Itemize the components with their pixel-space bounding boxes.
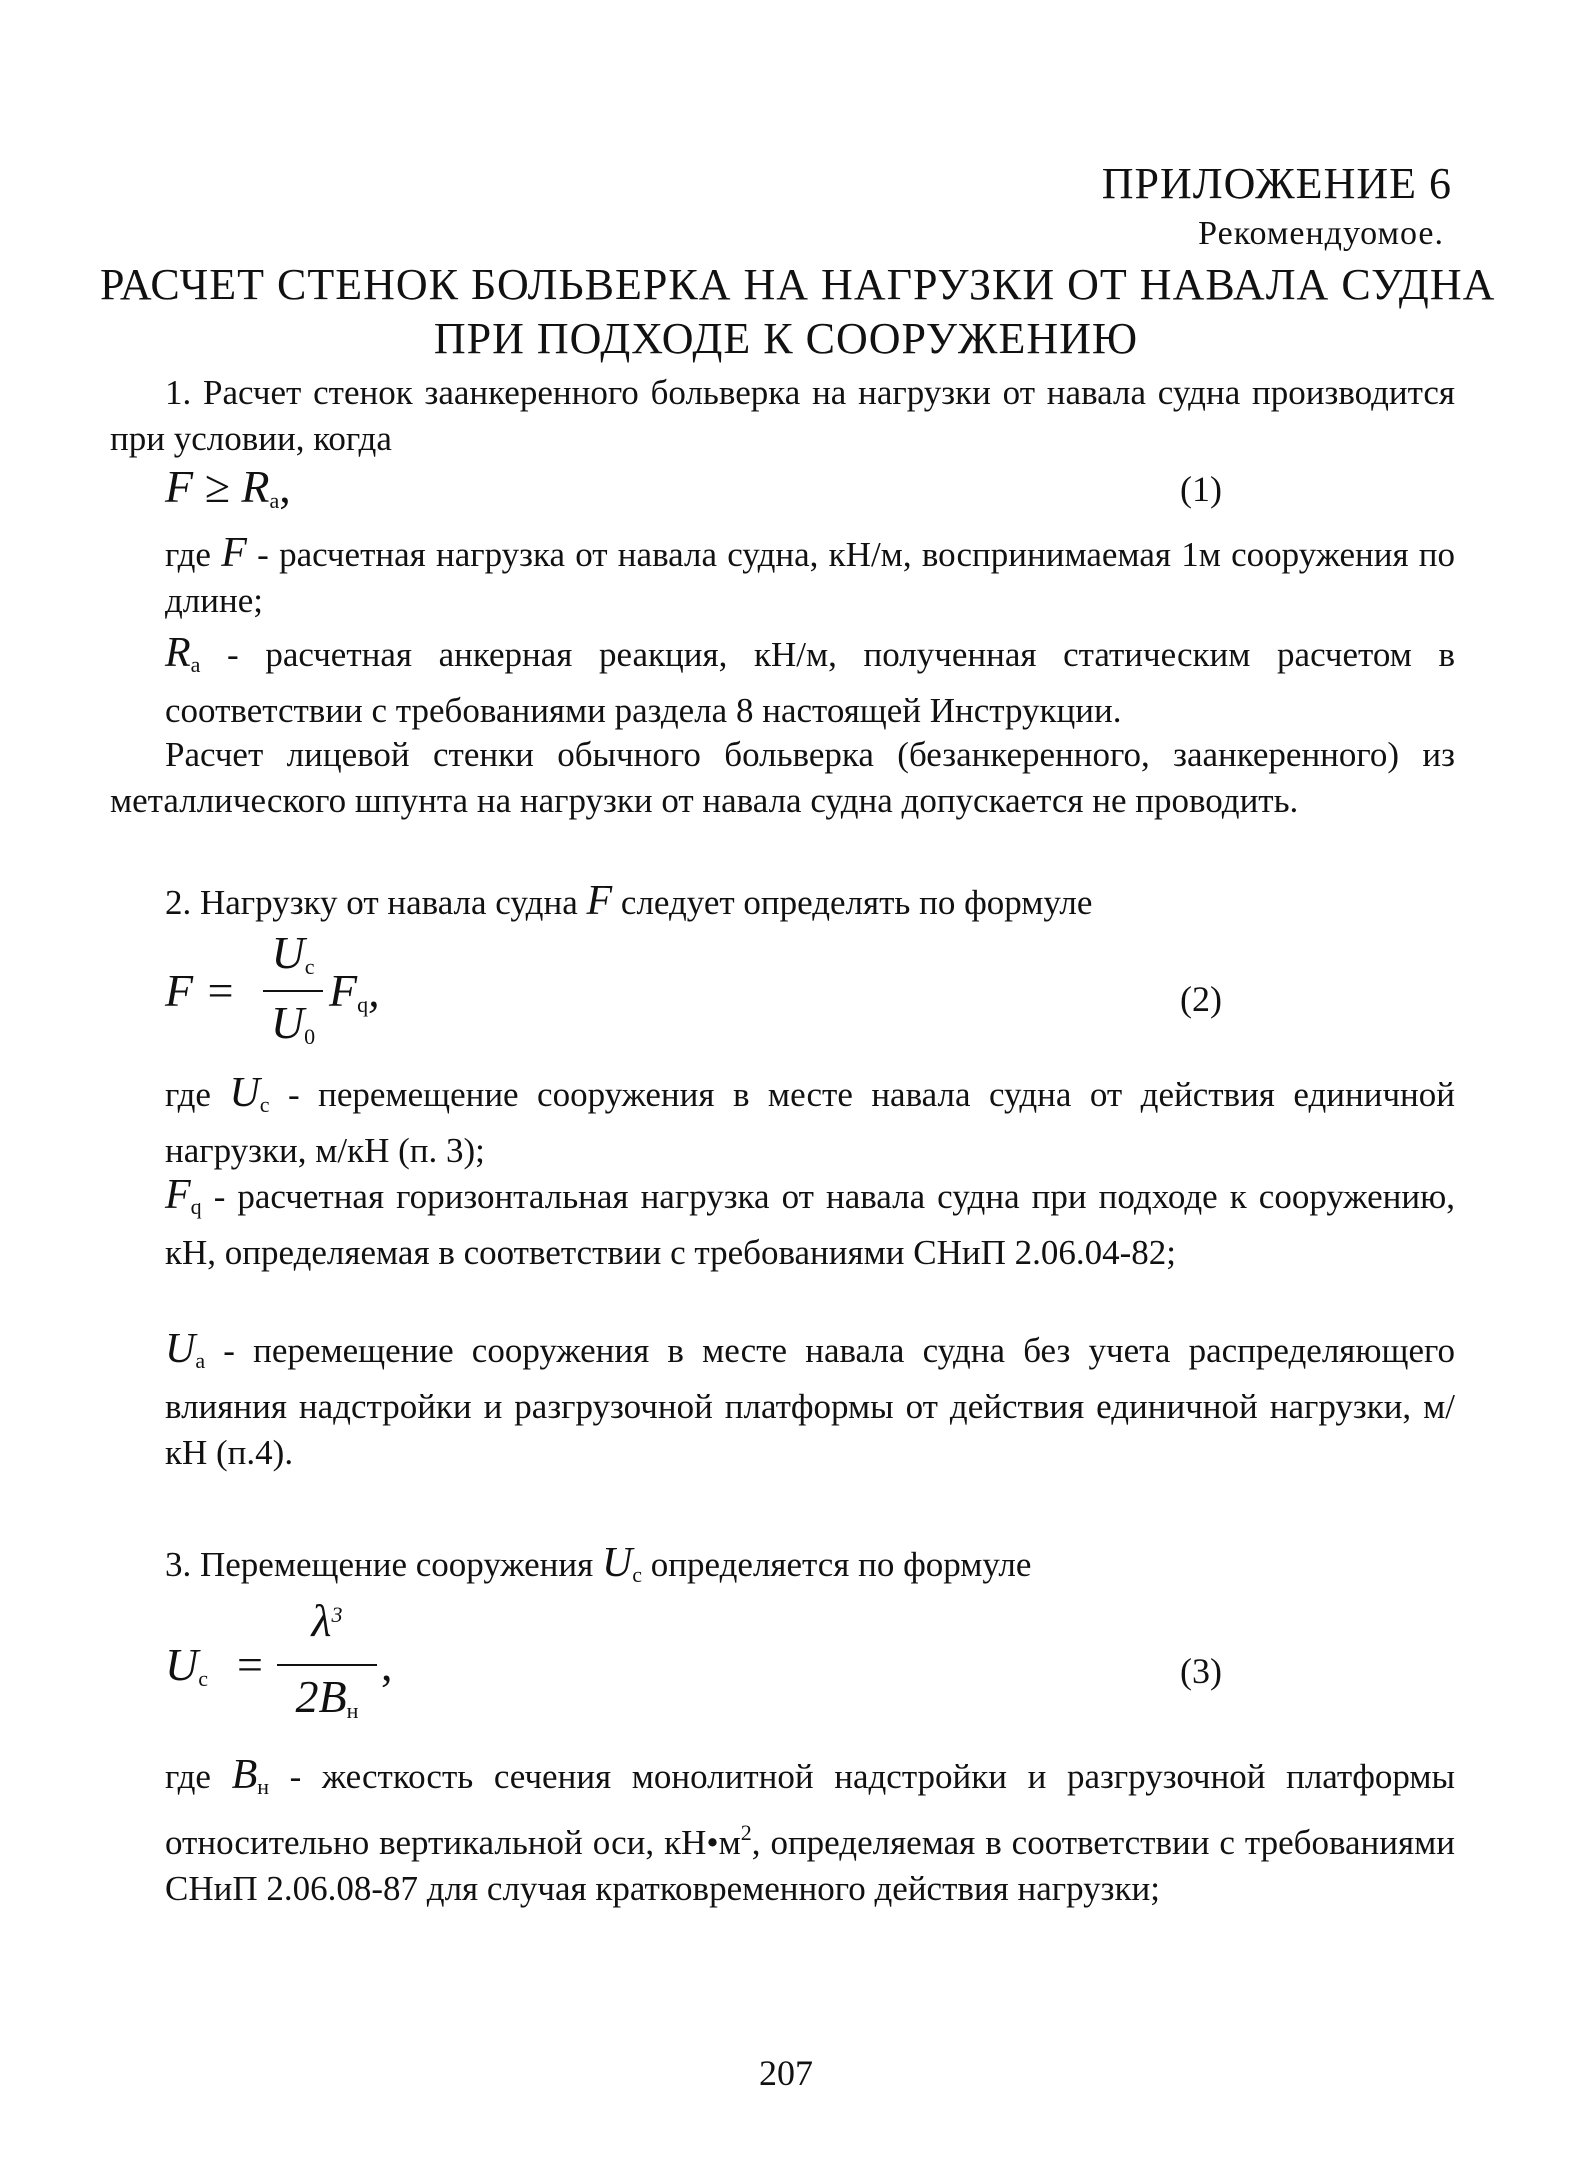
definition-Uc-text: - перемещение сооружения в месте навала судна от действия единичной нагрузки, м/кН (п. 3); [165, 1075, 1456, 1170]
formula-2-den-sub: 0 [304, 1024, 316, 1049]
appendix-label: ПРИЛОЖЕНИЕ 6 [1101, 159, 1452, 208]
formula-2 [165, 927, 465, 1050]
title-line-2: ПРИ ПОДХОДЕ К СООРУЖЕНИЮ [433, 314, 1139, 363]
definition-Uc-prefix: где [165, 1075, 211, 1114]
formula-1 [165, 460, 291, 514]
formula-2-num-symbol: U [271, 927, 305, 978]
definition-B [110, 1752, 1455, 1912]
section-2-intro-before: 2. Нагрузку от навала судна [165, 883, 578, 922]
formula-1-number: (1) [1180, 469, 1222, 509]
definition-F-symbol: F [221, 530, 247, 576]
formula-2-num-sub: c [304, 954, 315, 979]
formula-3-lhs [165, 1638, 208, 1692]
section-1-intro: 1. Расчет стенок заанкеренного больверка на нагрузки от навала судна производится при условии, когда [110, 373, 1455, 458]
definition-Uc [110, 1070, 1455, 1174]
formula-3-tail: , [381, 1639, 393, 1690]
definition-Uc-sub: c [259, 1092, 270, 1117]
formula-2-rhs-symbol: F [329, 965, 358, 1016]
definition-R-text: - расчетная анкерная реакция, кН/м, полученная статическим расчетом в соответствии с требованиями раздела 8 настоящей Инструкции. [165, 635, 1456, 730]
definition-Fq-sub: q [190, 1194, 202, 1219]
section-2-intro-after: следует определять по формуле [620, 883, 1093, 922]
section-2-intro-symbol: F [586, 878, 613, 924]
definition-Fq-symbol: F [165, 1172, 191, 1218]
section-3-intro-before: 3. Перемещение сооружения [165, 1545, 594, 1584]
definition-B-text-1: - жесткость сечения монолитной надстройки и разгрузочной платформы относительно вертикальной оси, кН•м [165, 1757, 1456, 1862]
definition-B-prefix: где [165, 1757, 211, 1796]
formula-2-tail: , [368, 965, 380, 1016]
formula-3 [165, 1594, 465, 1724]
section-3-intro-sub: c [632, 1562, 643, 1587]
formula-3-den-sub: н [346, 1698, 359, 1723]
formula-3-number: (3) [1180, 1651, 1222, 1691]
formula-2-rhs [329, 964, 380, 1018]
definition-B-sup: 2 [740, 1820, 752, 1845]
formula-3-den-symbol: 2B [295, 1671, 347, 1722]
definition-U0-symbol: U [165, 1326, 196, 1372]
definition-Uc-symbol: U [229, 1070, 260, 1116]
formula-2-den-symbol: U [270, 997, 305, 1048]
definition-R-sub: a [190, 652, 201, 677]
section-3-intro-symbol: U [601, 1540, 633, 1586]
definition-B-sub: н [257, 1774, 270, 1799]
formula-3-numerator [277, 1594, 377, 1647]
formula-3-fraction-bar [277, 1664, 377, 1666]
formula-2-fraction-bar [263, 990, 323, 992]
formula-2-denominator [263, 996, 323, 1050]
definition-F [110, 530, 1455, 624]
page-number: 207 [759, 2053, 813, 2093]
definition-U0-text: - перемещение сооружения в месте навала судна без учета распределяющего влияния надстройки и разгрузочной платформы от действия единичной нагрузки, м/кН (п.4). [165, 1331, 1456, 1472]
formula-1-body: F ≥ R [165, 461, 270, 512]
appendix-status: Рекомендуомое. [1198, 215, 1444, 252]
definition-R [110, 630, 1455, 734]
formula-2-lhs: F = [165, 965, 236, 1016]
section-2-intro [110, 878, 1455, 926]
page-title [100, 258, 1496, 366]
section-3-intro [110, 1540, 1455, 1598]
section-3-intro-after: определяется по формуле [650, 1545, 1032, 1584]
formula-3-lhs-symbol: U [165, 1639, 199, 1690]
formula-3-lhs-sub: c [198, 1666, 208, 1691]
formula-3-num-symbol: λ [311, 1595, 332, 1646]
definition-Fq-text: - расчетная горизонтальная нагрузка от навала судна при подходе к сооружению, кН, определяемая в соответствии с требованиями СНиП 2.06.04-82; [165, 1177, 1456, 1272]
definition-U0-sub: a [195, 1348, 206, 1373]
definition-U0 [110, 1326, 1455, 1476]
definition-F-prefix: где [165, 535, 211, 574]
formula-2-number: (2) [1180, 979, 1222, 1019]
definition-R-symbol: R [165, 630, 191, 676]
formula-2-numerator [263, 926, 323, 980]
formula-3-equals: = [237, 1639, 263, 1690]
title-line-1: РАСЧЕТ СТЕНОК БОЛЬВЕРКА НА НАГРУЗКИ ОТ НАВАЛА СУДНА [100, 260, 1496, 309]
definition-Fq [110, 1172, 1455, 1276]
definition-B-text-2: , определяемая в соответствии с требованиями СНиП 2.06.08-87 для случая кратковременного действия нагрузки; [165, 1823, 1455, 1908]
formula-2-rhs-sub: q [357, 992, 369, 1017]
formula-3-num-sup: 3 [331, 1602, 343, 1627]
definition-F-text: - расчетная нагрузка от навала судна, кН/м, воспринимаемая 1м сооружения по длине; [165, 535, 1456, 620]
section-1-note: Расчет лицевой стенки обычного больверка (безанкеренного, заанкеренного) из металлического шпунта на нагрузки от навала судна допускается не проводить. [110, 735, 1455, 820]
formula-1-tail: , [279, 461, 291, 512]
formula-1-sub: a [269, 488, 280, 513]
formula-3-denominator [277, 1670, 377, 1724]
definition-B-symbol: B [231, 1752, 258, 1798]
